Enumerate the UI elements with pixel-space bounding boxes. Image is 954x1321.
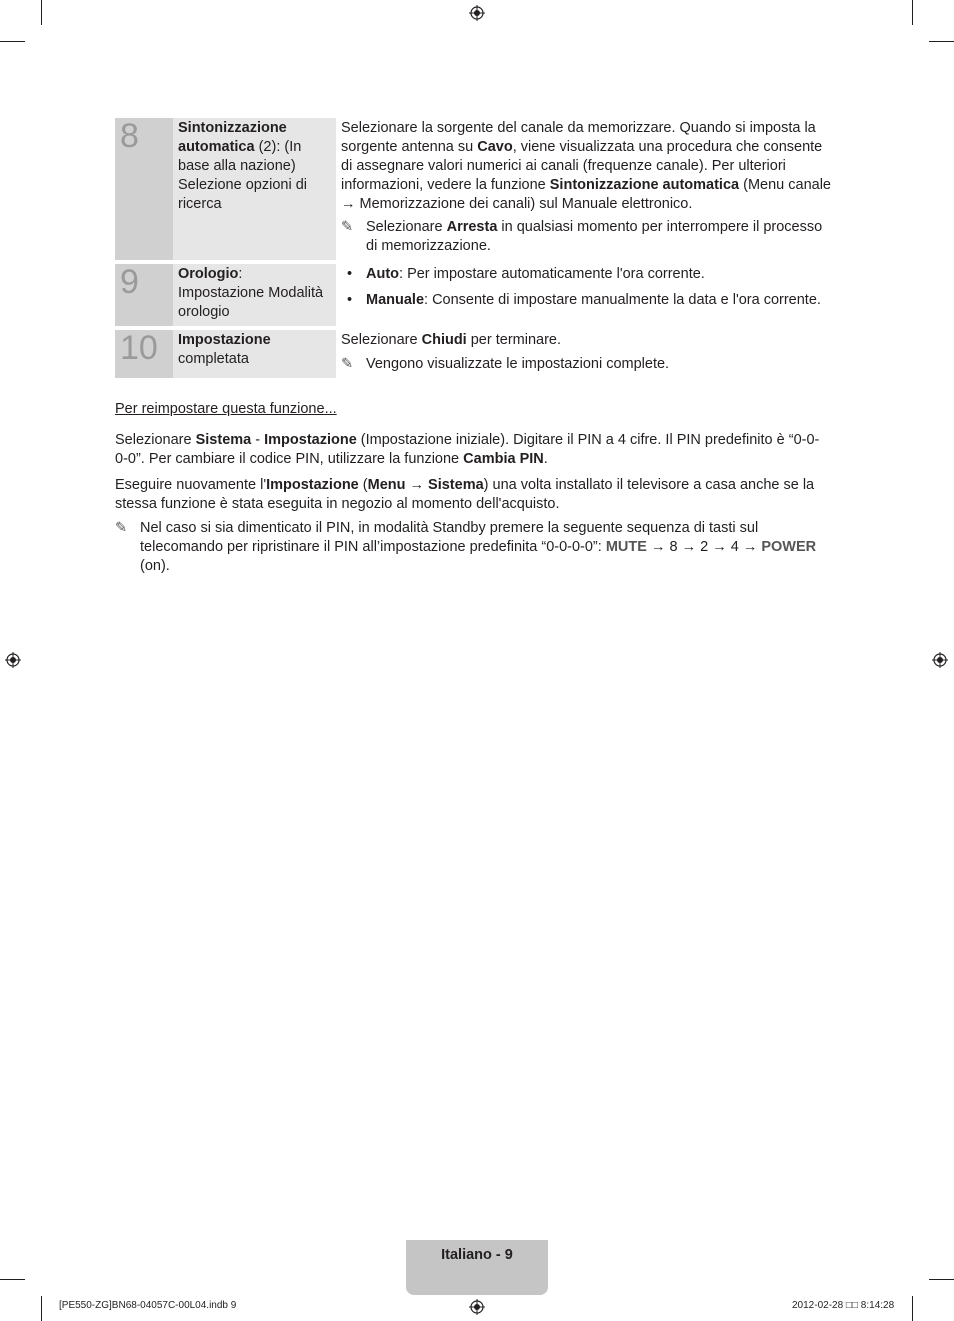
step-description-text: Selezionare Chiudi per terminare. — [341, 332, 562, 348]
step-label — [173, 264, 336, 326]
step-label-bold: Sintonizzazione automatica — [178, 120, 287, 155]
crop-mark — [929, 41, 954, 42]
step-note: ✎ Vengono visualizzate le impostazioni complete. — [341, 356, 670, 372]
step-label-bold: Orologio — [178, 266, 239, 282]
setup-steps-table — [115, 118, 831, 378]
list-item: • Manuale: Consente di impostare manualmente la data e l'ora corrente. — [347, 292, 821, 308]
crop-mark — [41, 0, 42, 25]
step-note: ✎ Selezionare Arresta in qualsiasi momento per interrompere il processo di memorizzazione. — [341, 219, 823, 254]
crop-mark — [41, 1296, 42, 1321]
timestamp-slug: 2012-02-28 □□ 8:14:28 — [792, 1300, 895, 1311]
crop-mark — [912, 0, 913, 25]
registration-mark-icon — [469, 5, 485, 21]
pencil-note-icon: ✎ — [115, 520, 128, 536]
page-number: Italiano - 9 — [441, 1247, 513, 1263]
step-label-rest: (2): (In base alla nazione) Selezione opzioni di ricerca — [178, 139, 307, 212]
pencil-note-icon: ✎ — [341, 356, 354, 372]
step-number: 8 — [115, 118, 173, 260]
bullet-icon: • — [347, 292, 353, 308]
reset-paragraph-1: Selezionare Sistema - Impostazione (Impostazione iniziale). Digitare il PIN a 4 cifre. Il PIN predefinito è “0-0-0-0”. Per cambiare il codice PIN, utilizzare la funzione Cambia PIN. — [115, 432, 820, 467]
file-slug: [PE550-ZG]BN68-04057C-00L04.indb 9 — [59, 1300, 237, 1311]
step-label-rest: completata — [178, 351, 249, 367]
list-item: • Auto: Per impostare automaticamente l'ora corrente. — [347, 266, 705, 282]
step-description — [336, 264, 831, 326]
section-heading: Per reimpostare questa funzione... — [115, 401, 337, 417]
step-description-text: Selezionare la sorgente del canale da memorizzare. Quando si imposta la sorgente antenna su Cavo, viene visualizzata una procedura che consente di assegnare valori numerici ai canali (frequenze canale). Per ulteriori informazioni, vedere la funzione Sintonizzazione automatica (Menu canale → Memorizzazione dei canali) sul Manuale elettronico. — [341, 120, 831, 212]
step-number: 10 — [115, 330, 173, 378]
bullet-icon: • — [347, 266, 353, 282]
crop-mark — [912, 1296, 913, 1321]
step-number: 9 — [115, 264, 173, 326]
registration-mark-icon — [5, 652, 21, 668]
registration-mark-icon — [469, 1299, 485, 1315]
pencil-note-icon: ✎ — [341, 219, 354, 235]
page-number-tab — [406, 1240, 548, 1295]
step-label — [173, 118, 336, 260]
step-label-rest: : Impostazione Modalità orologio — [178, 266, 324, 320]
crop-mark — [929, 1279, 954, 1280]
registration-mark-icon — [932, 652, 948, 668]
reset-note: ✎ Nel caso si sia dimenticato il PIN, in modalità Standby premere la seguente sequenza di tasti sul telecomando per ripristinare il PIN all’impostazione predefinita “0-0-0-0”: MUTE → 8 → 2 → 4 → POWER (on). — [115, 520, 817, 574]
step-label-bold: Impostazione — [178, 332, 271, 348]
step-description — [336, 330, 831, 378]
step-row-10 — [115, 330, 831, 378]
reset-paragraph-2: Eseguire nuovamente l'Impostazione (Menu → Sistema) una volta installato il televisore a casa anche se la stessa funzione è stata eseguita in negozio al momento dell'acquisto. — [115, 477, 815, 512]
crop-mark — [0, 1279, 25, 1280]
step-row-8 — [115, 118, 831, 260]
step-row-9 — [115, 264, 831, 326]
step-description — [336, 118, 831, 260]
step-label — [173, 330, 336, 378]
crop-mark — [0, 41, 25, 42]
